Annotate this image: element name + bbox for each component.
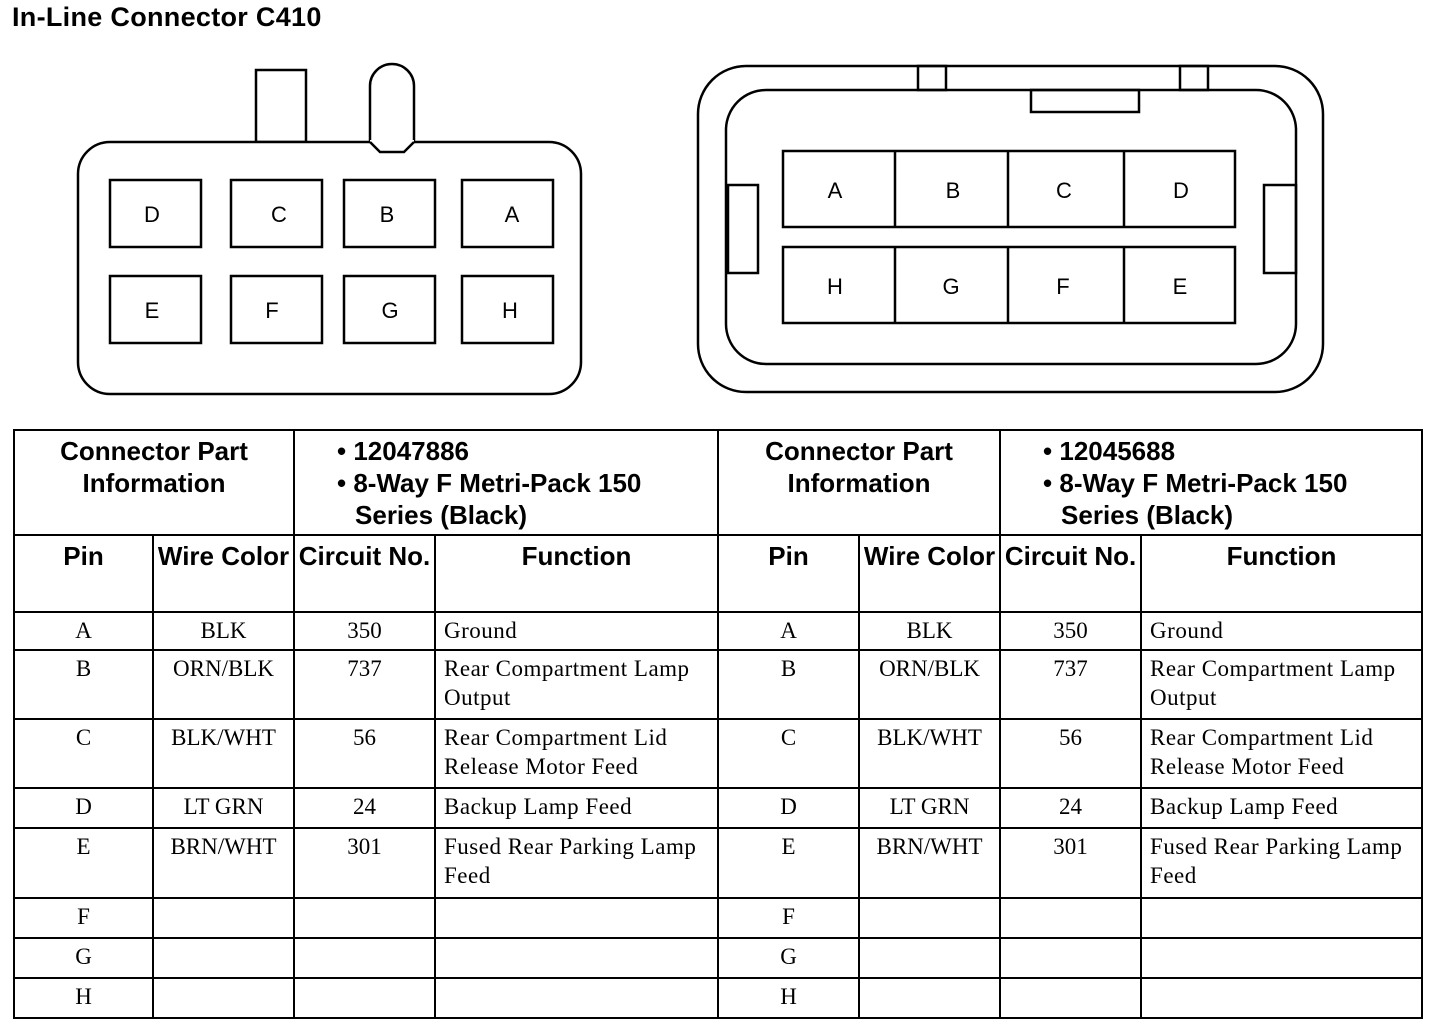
pinout-table (13, 429, 1423, 1019)
left-info-label: Connector Part Information (14, 430, 294, 535)
cell-circuit: 24 (1000, 788, 1141, 828)
cell-function: Rear Compartment Lamp Output (1141, 650, 1422, 719)
cell-pin: B (14, 650, 153, 719)
cell-function (1141, 978, 1422, 1018)
connector-diagrams (0, 0, 1440, 425)
cell-color (153, 898, 294, 938)
cell-pin: H (718, 978, 859, 1018)
right-part-info (1000, 430, 1422, 535)
cell-pin: H (14, 978, 153, 1018)
pin-label: E (1172, 274, 1188, 299)
cell-circuit (294, 938, 435, 978)
cell-pin: A (14, 612, 153, 650)
cell-circuit (1000, 978, 1141, 1018)
cell-color: BRN/WHT (153, 828, 294, 897)
header-function: Function (435, 535, 718, 611)
cell-circuit (1000, 938, 1141, 978)
cell-function: Fused Rear Parking Lamp Feed (1141, 828, 1422, 897)
cell-color: ORN/BLK (859, 650, 1000, 719)
cell-function: Ground (1141, 612, 1422, 650)
cell-color: LT GRN (859, 788, 1000, 828)
cell-function: Rear Compartment Lamp Output (435, 650, 718, 719)
cell-circuit (1000, 898, 1141, 938)
cell-circuit: 350 (294, 612, 435, 650)
cell-function (1141, 938, 1422, 978)
cell-pin: B (718, 650, 859, 719)
table-row (14, 828, 1422, 897)
right-part-number: • 12045688 (1043, 436, 1176, 466)
cell-circuit: 350 (1000, 612, 1141, 650)
pin-label: G (942, 274, 960, 299)
right-info-label: Connector Part Information (718, 430, 1000, 535)
pin-label: F (1056, 274, 1070, 299)
header-function: Function (1141, 535, 1422, 611)
cell-pin: C (718, 719, 859, 788)
cell-function: Rear Compartment Lid Release Motor Feed (435, 719, 718, 788)
pin-label: B (945, 178, 961, 203)
pin-label: G (381, 298, 399, 323)
cell-pin: E (14, 828, 153, 897)
pin-label: C (271, 202, 287, 227)
cell-function (1141, 898, 1422, 938)
right-connector (698, 66, 1323, 392)
cell-circuit: 737 (294, 650, 435, 719)
cell-color: BRN/WHT (859, 828, 1000, 897)
cell-pin: G (14, 938, 153, 978)
pin-label: E (144, 298, 160, 323)
cell-circuit: 56 (294, 719, 435, 788)
table-row (14, 650, 1422, 719)
cell-color (153, 938, 294, 978)
table-row (14, 978, 1422, 1018)
page-title: In-Line Connector C410 (12, 2, 322, 32)
left-part-info (294, 430, 718, 535)
cell-pin: C (14, 719, 153, 788)
cell-circuit (294, 898, 435, 938)
cell-circuit: 24 (294, 788, 435, 828)
pin-label: C (1056, 178, 1072, 203)
table-row (14, 898, 1422, 938)
cell-pin: D (718, 788, 859, 828)
left-part-desc: • 8-Way F Metri-Pack 150 Series (Black) (337, 468, 642, 530)
table-row (14, 719, 1422, 788)
header-circuit: Circuit No. (1000, 535, 1141, 611)
cell-circuit: 737 (1000, 650, 1141, 719)
right-part-desc: • 8-Way F Metri-Pack 150 Series (Black) (1043, 468, 1348, 530)
cell-color: BLK/WHT (153, 719, 294, 788)
cell-color (859, 978, 1000, 1018)
cell-function: Ground (435, 612, 718, 650)
header-circuit: Circuit No. (294, 535, 435, 611)
cell-pin: F (14, 898, 153, 938)
cell-function: Rear Compartment Lid Release Motor Feed (1141, 719, 1422, 788)
pin-label: A (827, 178, 843, 203)
cell-pin: A (718, 612, 859, 650)
cell-function: Backup Lamp Feed (435, 788, 718, 828)
header-pin: Pin (718, 535, 859, 611)
cell-pin: D (14, 788, 153, 828)
cell-function (435, 898, 718, 938)
cell-pin: G (718, 938, 859, 978)
pin-label: D (1173, 178, 1189, 203)
left-connector (78, 64, 581, 394)
pin-label: H (502, 298, 518, 323)
cell-color (859, 938, 1000, 978)
cell-pin: F (718, 898, 859, 938)
cell-circuit: 301 (1000, 828, 1141, 897)
cell-color: ORN/BLK (153, 650, 294, 719)
table-row (14, 938, 1422, 978)
cell-function (435, 978, 718, 1018)
cell-color: BLK/WHT (859, 719, 1000, 788)
table-row (14, 612, 1422, 650)
table-row (14, 788, 1422, 828)
header-pin: Pin (14, 535, 153, 611)
cell-color: BLK (859, 612, 1000, 650)
pin-label: B (379, 202, 395, 227)
cell-function (435, 938, 718, 978)
part-info-row (14, 430, 1422, 535)
pin-label: A (504, 202, 520, 227)
pin-label: H (827, 274, 843, 299)
cell-circuit: 56 (1000, 719, 1141, 788)
cell-circuit: 301 (294, 828, 435, 897)
header-wire-color: Wire Color (153, 535, 294, 611)
cell-pin: E (718, 828, 859, 897)
cell-color: LT GRN (153, 788, 294, 828)
cell-circuit (294, 978, 435, 1018)
cell-color (153, 978, 294, 1018)
header-row (14, 535, 1422, 611)
header-wire-color: Wire Color (859, 535, 1000, 611)
cell-function: Fused Rear Parking Lamp Feed (435, 828, 718, 897)
left-part-number: • 12047886 (337, 436, 470, 466)
pin-label: D (144, 202, 160, 227)
cell-color: BLK (153, 612, 294, 650)
cell-function: Backup Lamp Feed (1141, 788, 1422, 828)
cell-color (859, 898, 1000, 938)
pin-label: F (265, 298, 279, 323)
